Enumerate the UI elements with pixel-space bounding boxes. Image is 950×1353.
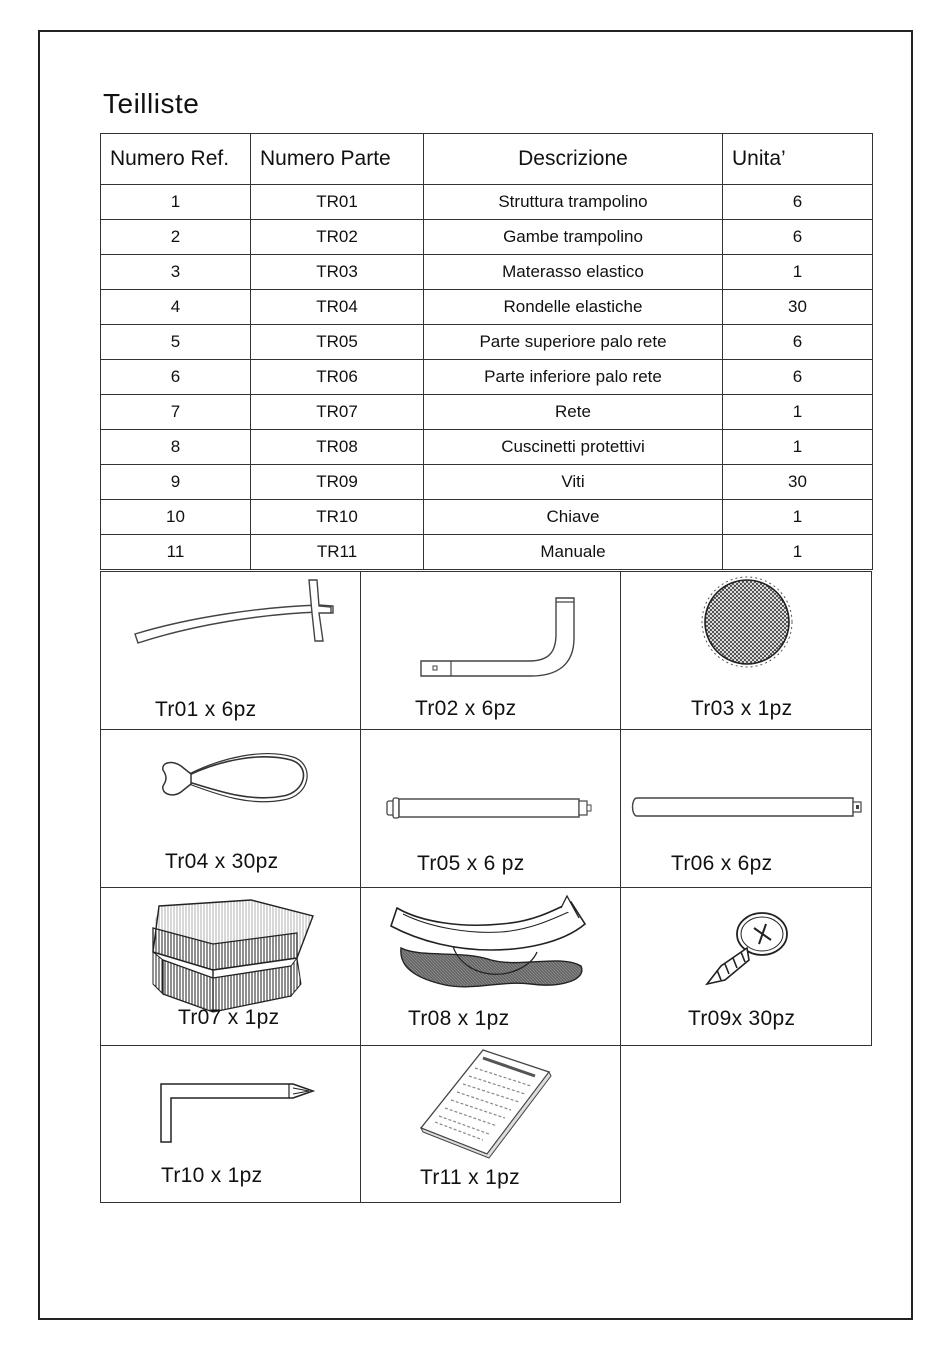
cell-ref-number: 4 xyxy=(101,290,251,325)
cell-ref-number: 6 xyxy=(101,360,251,395)
caption-tr06: Tr06 x 6pz xyxy=(671,852,773,875)
cell-part-number: TR07 xyxy=(251,395,424,430)
cell-part-number: TR02 xyxy=(251,220,424,255)
caption-tr03: Tr03 x 1pz xyxy=(691,697,793,720)
cell-units: 30 xyxy=(723,290,873,325)
page-title: Teilliste xyxy=(103,88,200,119)
illustration-cell-tr04 xyxy=(100,729,361,888)
illustration-cell-tr10 xyxy=(100,1045,361,1203)
cell-description: Rete xyxy=(424,395,723,430)
cell-description: Gambe trampolino xyxy=(424,220,723,255)
table-row xyxy=(101,220,873,255)
cell-units: 1 xyxy=(723,535,873,570)
cell-description: Parte superiore palo rete xyxy=(424,325,723,360)
cell-units: 6 xyxy=(723,325,873,360)
table-header-row xyxy=(101,134,873,185)
cell-description: Cuscinetti protettivi xyxy=(424,430,723,465)
cell-part-number: TR11 xyxy=(251,535,424,570)
caption-tr05: Tr05 x 6 pz xyxy=(417,852,525,875)
illustration-cell-tr08 xyxy=(360,887,621,1046)
cell-ref-number: 1 xyxy=(101,185,251,220)
cell-units: 1 xyxy=(723,395,873,430)
cell-units: 1 xyxy=(723,500,873,535)
cell-units: 30 xyxy=(723,465,873,500)
cell-description: Manuale xyxy=(424,535,723,570)
cell-ref-number: 3 xyxy=(101,255,251,290)
caption-tr01: Tr01 x 6pz xyxy=(155,698,257,721)
cell-part-number: TR06 xyxy=(251,360,424,395)
parts-table xyxy=(100,133,873,570)
table-row xyxy=(101,290,873,325)
table-row xyxy=(101,395,873,430)
cell-part-number: TR04 xyxy=(251,290,424,325)
caption-tr09: Tr09x 30pz xyxy=(688,1007,796,1030)
caption-tr02: Tr02 x 6pz xyxy=(415,697,517,720)
cell-description: Rondelle elastiche xyxy=(424,290,723,325)
cell-ref-number: 2 xyxy=(101,220,251,255)
cell-description: Materasso elastico xyxy=(424,255,723,290)
table-row xyxy=(101,325,873,360)
cell-description: Viti xyxy=(424,465,723,500)
header-units: Unita’ xyxy=(723,134,873,185)
table-row xyxy=(101,185,873,220)
cell-part-number: TR08 xyxy=(251,430,424,465)
cell-ref-number: 7 xyxy=(101,395,251,430)
header-part-number: Numero Parte xyxy=(251,134,424,185)
cell-units: 6 xyxy=(723,220,873,255)
cell-ref-number: 11 xyxy=(101,535,251,570)
illustration-cell-tr01 xyxy=(100,571,361,730)
table-row xyxy=(101,430,873,465)
table-row xyxy=(101,535,873,570)
illustration-cell-tr02 xyxy=(360,571,621,730)
cell-ref-number: 8 xyxy=(101,430,251,465)
table-row xyxy=(101,465,873,500)
header-description: Descrizione xyxy=(424,134,723,185)
cell-ref-number: 9 xyxy=(101,465,251,500)
illustration-cell-tr03 xyxy=(620,571,872,730)
caption-tr11: Tr11 x 1pz xyxy=(420,1166,520,1189)
table-row xyxy=(101,360,873,395)
caption-tr04: Tr04 x 30pz xyxy=(165,850,279,873)
header-ref-number: Numero Ref. xyxy=(101,134,251,185)
caption-tr07: Tr07 x 1pz xyxy=(178,1006,280,1029)
cell-part-number: TR10 xyxy=(251,500,424,535)
cell-part-number: TR03 xyxy=(251,255,424,290)
cell-description: Parte inferiore palo rete xyxy=(424,360,723,395)
cell-description: Chiave xyxy=(424,500,723,535)
cell-ref-number: 10 xyxy=(101,500,251,535)
table-row xyxy=(101,255,873,290)
illustration-cell-tr06 xyxy=(620,729,872,888)
cell-units: 1 xyxy=(723,255,873,290)
illustration-cell-tr09 xyxy=(620,887,872,1046)
table-row xyxy=(101,500,873,535)
cell-units: 6 xyxy=(723,185,873,220)
caption-tr10: Tr10 x 1pz xyxy=(161,1164,263,1187)
cell-part-number: TR01 xyxy=(251,185,424,220)
illustration-cell-tr07 xyxy=(100,887,361,1046)
illustration-cell-tr11 xyxy=(360,1045,621,1203)
caption-tr08: Tr08 x 1pz xyxy=(408,1007,510,1030)
cell-units: 1 xyxy=(723,430,873,465)
cell-ref-number: 5 xyxy=(101,325,251,360)
cell-part-number: TR09 xyxy=(251,465,424,500)
illustration-cell-tr05 xyxy=(360,729,621,888)
cell-units: 6 xyxy=(723,360,873,395)
cell-part-number: TR05 xyxy=(251,325,424,360)
cell-description: Struttura trampolino xyxy=(424,185,723,220)
